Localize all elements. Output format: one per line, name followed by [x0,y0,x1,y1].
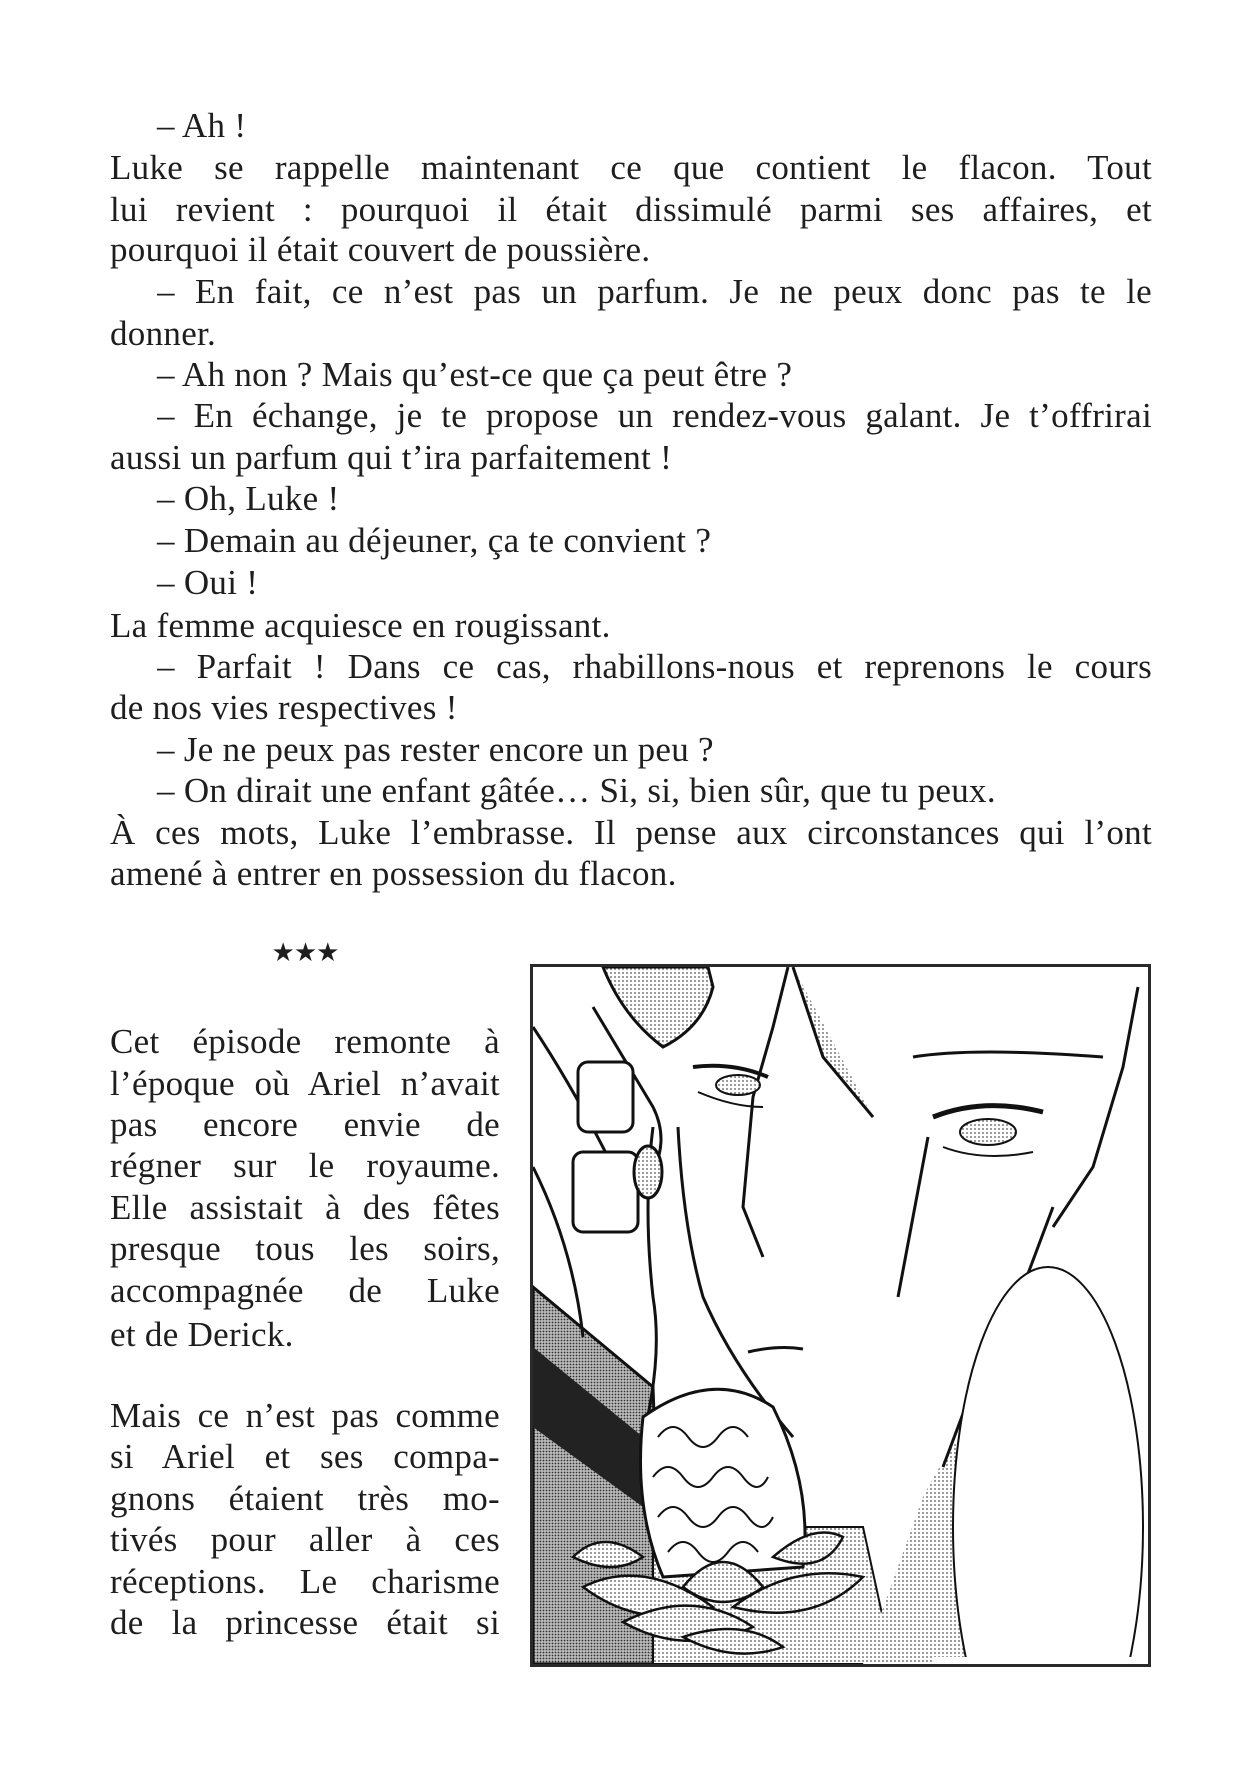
text-line: de nos vies respectives ! [110,688,458,727]
text-line: réceptions. Le charisme [110,1562,500,1601]
text-line: lui revient : pourquoi il était dissimulé parmi ses affaires, et [110,190,1152,229]
text-line: – Parfait ! Dans ce cas, rhabillons-nous et reprenons le cours [157,647,1152,686]
text-line: – On dirait une enfant gâtée… Si, si, bien sûr, que tu peux. [157,771,996,810]
text-line: aussi un parfum qui t’ira parfaitement ! [110,438,673,477]
text-line: de la princesse était si [110,1603,500,1642]
manga-illustration [530,964,1151,1667]
text-line: La femme acquiesce en rougissant. [110,606,611,645]
text-line: Mais ce n’est pas comme [110,1396,500,1435]
text-line: accompagnée de Luke [110,1271,500,1310]
text-line: – En fait, ce n’est pas un parfum. Je ne peux donc pas te le [157,272,1152,311]
text-line: Elle assistait à des fêtes [110,1188,500,1227]
text-line: l’époque où Ariel n’avait [110,1064,500,1103]
text-line: – Je ne peux pas rester encore un peu ? [157,730,714,769]
text-line: tivés pour aller à ces [110,1520,500,1559]
illustration-art-icon [533,967,1148,1664]
text-line: pas encore envie de [110,1105,500,1144]
text-line: et de Derick. [110,1315,294,1354]
text-line: Cet épisode remonte à [110,1022,500,1061]
text-line: – Oui ! [157,563,259,602]
text-line: pourquoi il était couvert de poussière. [110,230,651,269]
text-line: gnons étaient très mo- [110,1479,500,1518]
text-line: – En échange, je te propose un rendez-vous galant. Je t’offrirai [157,396,1152,435]
text-line: presque tous les soirs, [110,1229,500,1268]
text-line: amené à entrer en possession du flacon. [110,854,677,893]
text-line: À ces mots, Luke l’embrasse. Il pense aux circonstances qui l’ont [110,813,1152,852]
text-line: – Ah ! [157,106,247,145]
text-line: régner sur le royaume. [110,1146,500,1185]
text-line: si Ariel et ses compa- [110,1437,500,1476]
text-line: donner. [110,314,217,353]
text-line: – Oh, Luke ! [157,479,340,518]
text-line: – Ah non ? Mais qu’est-ce que ça peut être ? [157,355,793,394]
section-separator-stars: ★★★ [271,938,339,968]
text-line: Luke se rappelle maintenant ce que contient le flacon. Tout [110,148,1152,187]
text-line: – Demain au déjeuner, ça te convient ? [157,521,712,560]
